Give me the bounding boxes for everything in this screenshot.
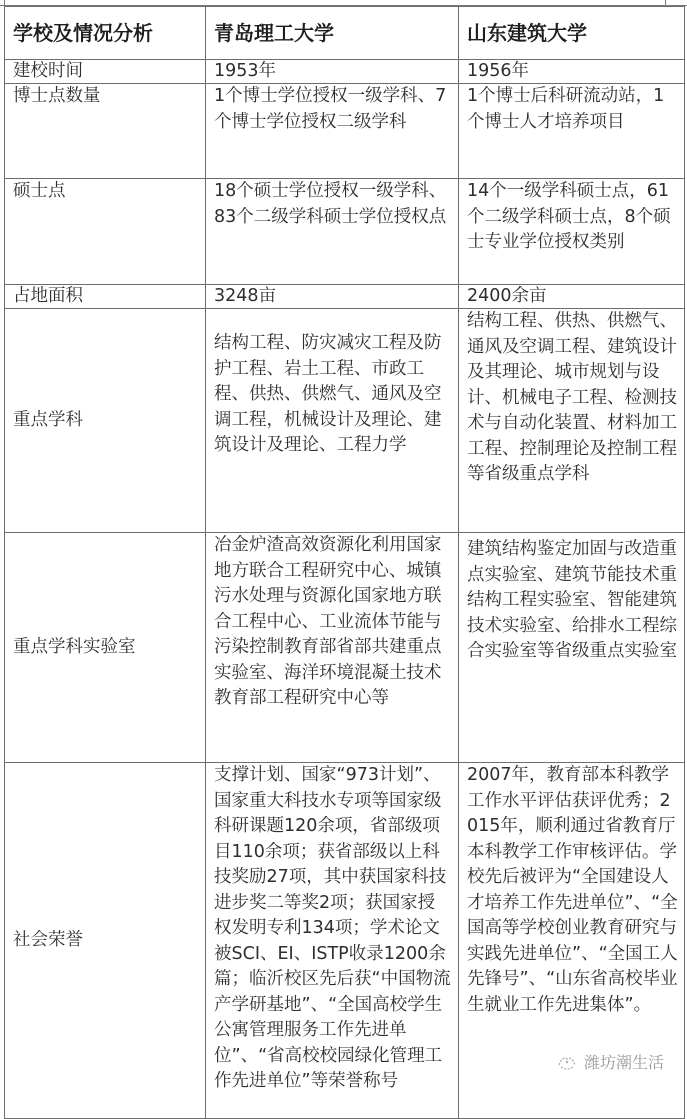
cell-qut-area: 3248亩 bbox=[206, 285, 459, 309]
cell-qut-master: 18个硕士学位授权一级学科、83个二级学科硕士学位授权点 bbox=[206, 179, 459, 285]
row-label-key-disciplines: 重点学科 bbox=[5, 309, 206, 533]
cell-qut-key-disciplines: 结构工程、防灾减灾工程及防护工程、岩土工程、市政工程、供热、供燃气、通风及空调工程，机械设计及理论、建筑设计及理论、工程力学 bbox=[206, 309, 459, 533]
university-comparison-table bbox=[4, 6, 685, 1119]
table-row bbox=[5, 179, 685, 285]
table-row bbox=[5, 285, 685, 309]
row-label-phd: 博士点数量 bbox=[5, 84, 206, 179]
cell-sdjzu-founded: 1956年 bbox=[459, 60, 685, 84]
table-row bbox=[5, 309, 685, 533]
header-sdjzu: 山东建筑大学 bbox=[459, 7, 685, 60]
header-category: 学校及情况分析 bbox=[5, 7, 206, 60]
header-qut: 青岛理工大学 bbox=[206, 7, 459, 60]
row-label-key-labs: 重点学科实验室 bbox=[5, 533, 206, 763]
cell-sdjzu-master: 14个一级学科硕士点，61个二级学科硕士点，8个硕士专业学位授权类别 bbox=[459, 179, 685, 285]
cell-sdjzu-phd: 1个博士后科研流动站，1个博士人才培养项目 bbox=[459, 84, 685, 179]
row-label-founded: 建校时间 bbox=[5, 60, 206, 84]
table-header-row bbox=[5, 7, 685, 60]
table-row bbox=[5, 533, 685, 763]
watermark-text: 潍坊潮生活 bbox=[584, 1053, 665, 1072]
cell-qut-honors: 支撑计划、国家“973计划”、国家重大科技水专项等国家级科研课题120余项，省部级项目110余项；获省部级以上科技奖励27项，其中获国家科技进步奖二等奖2项；获国家授权发明专利134项；学术论文被SCI、EI、ISTP收录1200余篇；临沂校区先后获“中国物流产学研基地”、“全国高校学生公寓管理服务工作先进单位”、“省高校校园绿化管理工作先进单位”等荣誉称号 bbox=[206, 763, 459, 1119]
cell-sdjzu-area: 2400余亩 bbox=[459, 285, 685, 309]
cell-sdjzu-honors: 2007年，教育部本科教学工作水平评估获评优秀；2015年，顺利通过省教育厅本科教学工作审核评估。学校先后被评为“全国建设人才培养工作先进单位”、“全国高等学校创业教育研究与实践先进单位”、“全国工人先锋号”、“山东省高校毕业生就业工作先进集体”。 bbox=[459, 763, 685, 1119]
table-row bbox=[5, 60, 685, 84]
row-label-honors: 社会荣誉 bbox=[5, 763, 206, 1119]
cell-qut-phd: 1个博士学位授权一级学科、7个博士学位授权二级学科 bbox=[206, 84, 459, 179]
cell-qut-founded: 1953年 bbox=[206, 60, 459, 84]
watermark bbox=[556, 1050, 664, 1073]
cell-sdjzu-key-labs: 建筑结构鉴定加固与改造重点实验室、建筑节能技术重结构工程实验室、智能建筑技术实验室、给排水工程综合实验室等省级重点实验室 bbox=[459, 533, 685, 763]
row-label-area: 占地面积 bbox=[5, 285, 206, 309]
wechat-channel-icon bbox=[556, 1053, 578, 1071]
table-row bbox=[5, 84, 685, 179]
row-label-master: 硕士点 bbox=[5, 179, 206, 285]
cell-qut-key-labs: 冶金炉渣高效资源化利用国家地方联合工程研究中心、城镇污水处理与资源化国家地方联合工程中心、工业流体节能与污染控制教育部省部共建重点实验室、海洋环境混凝土技术教育部工程研究中心等 bbox=[206, 533, 459, 763]
cell-sdjzu-key-disciplines: 结构工程、供热、供燃气、通风及空调工程、建筑设计及其理论、城市规划与设计、机械电子工程、检测技术与自动化装置、材料加工工程、控制理论及控制工程等省级重点学科 bbox=[459, 309, 685, 533]
